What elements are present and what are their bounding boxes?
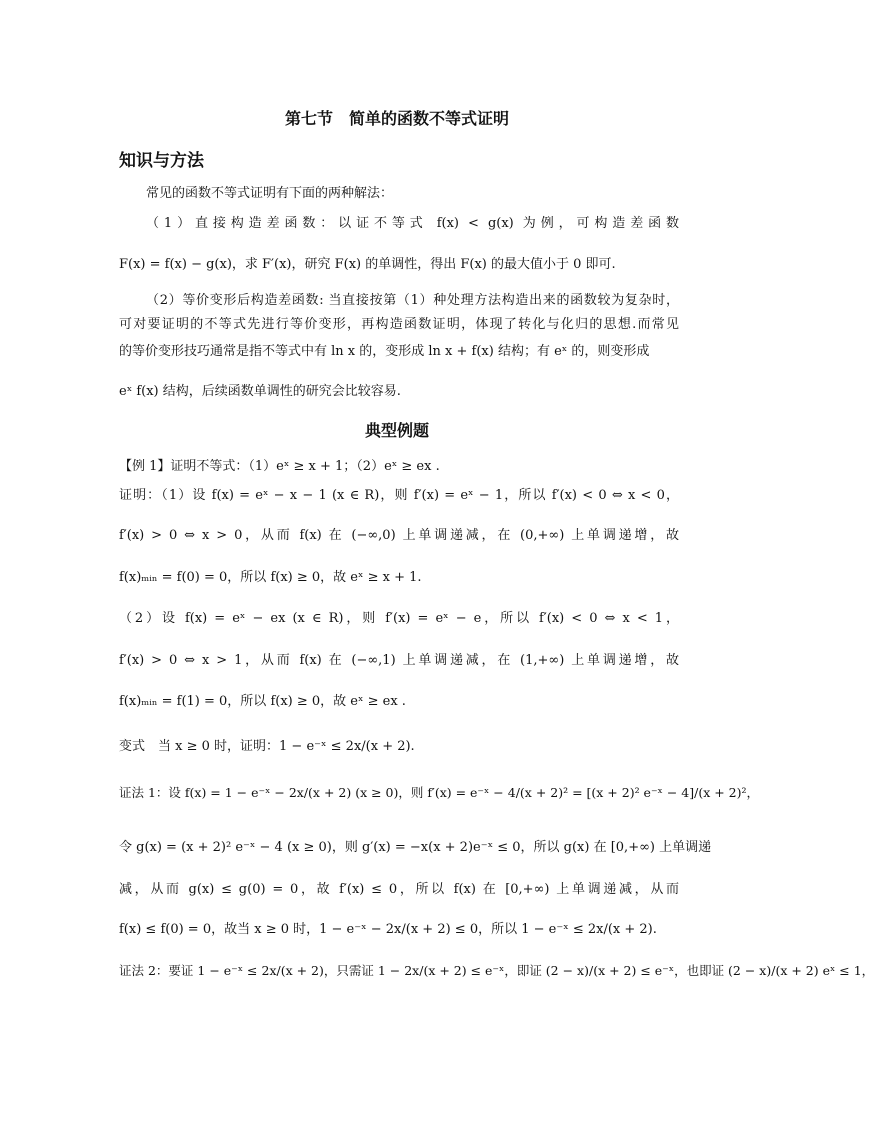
intro-text: 常见的函数不等式证明有下面的两种解法： (146, 186, 394, 201)
method2-line1: （2）等价变形后构造差函数: 当直接按第（1）种处理方法构造出来的函数较为复杂时， (146, 293, 679, 308)
proof1-line1: 证明：（1）设 f(x) = eˣ − x − 1 (x ∈ R)，则 f′(x) = eˣ − 1，所以 f′(x) < 0 ⇔ x < 0， (119, 488, 679, 503)
method2-proof-line1: 证法 2：要证 1 − e⁻ˣ ≤ 2x/(x + 2)，只需证 1 − 2x/(x + 2) ≤ e⁻ˣ，即证 (2 − x)/(x + 2) ≤ e⁻ˣ，也即证 (2 − x)/(x + 2) eˣ ≤ 1， (119, 963, 874, 978)
method1-proof-line2: 令 g(x) = (x + 2)² e⁻ˣ − 4 (x ≥ 0)，则 g′(x) = −x(x + 2)e⁻ˣ ≤ 0，所以 g(x) 在 [0,+∞) 上单调递 (119, 840, 712, 855)
method2-line3: 的等价变形技巧通常是指不等式中有 ln x 的，变形成 ln x + f(x) 结构；有 eˣ 的，则变形成 (119, 344, 650, 359)
method2-line4: eˣ f(x) 结构，后续函数单调性的研究会比较容易. (119, 384, 401, 399)
proof1-line2: f′(x) > 0 ⇔ x > 0，从而 f(x) 在 (−∞,0) 上单调递减，在 (0,+∞) 上单调递增，故 (119, 528, 679, 543)
method1-proof-line1: 证法 1：设 f(x) = 1 − e⁻ˣ − 2x/(x + 2) (x ≥ 0)，则 f′(x) = e⁻ˣ − 4/(x + 2)² = [(x + 2)² e⁻ˣ − 4]/(x + 2)²， (119, 785, 760, 800)
variant-statement: 变式 当 x ≥ 0 时，证明：1 − e⁻ˣ ≤ 2x/(x + 2). (119, 739, 415, 754)
method1-proof-line3: 减，从而 g(x) ≤ g(0) = 0，故 f′(x) ≤ 0，所以 f(x) 在 [0,+∞) 上单调递减，从而 (119, 882, 679, 897)
method2-line2: 可对要证明的不等式先进行等价变形，再构造函数证明，体现了转化与化归的思想.而常见 (119, 317, 679, 332)
method1-line2: F(x) = f(x) − g(x)，求 F′(x)，研究 F(x) 的单调性，得出 F(x) 的最大值小于 0 即可. (119, 257, 616, 272)
proof2-line3: f(x)ₘᵢₙ = f(1) = 0，所以 f(x) ≥ 0，故 eˣ ≥ ex . (119, 694, 406, 709)
method1-line1: （1）直接构造差函数：以证不等式 f(x) < g(x) 为例，可构造差函数 (146, 216, 679, 231)
section-heading-knowledge: 知识与方法 (119, 151, 204, 171)
section-heading-examples: 典型例题 (364, 421, 429, 440)
proof1-line3: f(x)ₘᵢₙ = f(0) = 0，所以 f(x) ≥ 0，故 eˣ ≥ x + 1. (119, 570, 422, 585)
proof2-line2: f′(x) > 0 ⇔ x > 1，从而 f(x) 在 (−∞,1) 上单调递减，在 (1,+∞) 上单调递增，故 (119, 653, 679, 668)
example1-statement: 【例 1】证明不等式：（1）eˣ ≥ x + 1；（2）eˣ ≥ ex . (119, 459, 440, 474)
page-title: 第七节 简单的函数不等式证明 (284, 109, 509, 128)
method1-proof-line4: f(x) ≤ f(0) = 0，故当 x ≥ 0 时，1 − e⁻ˣ − 2x/(x + 2) ≤ 0，所以 1 − e⁻ˣ ≤ 2x/(x + 2). (119, 922, 657, 937)
proof2-line1: （2）设 f(x) = eˣ − ex (x ∈ R)，则 f′(x) = eˣ − e，所以 f′(x) < 0 ⇔ x < 1， (119, 611, 679, 626)
